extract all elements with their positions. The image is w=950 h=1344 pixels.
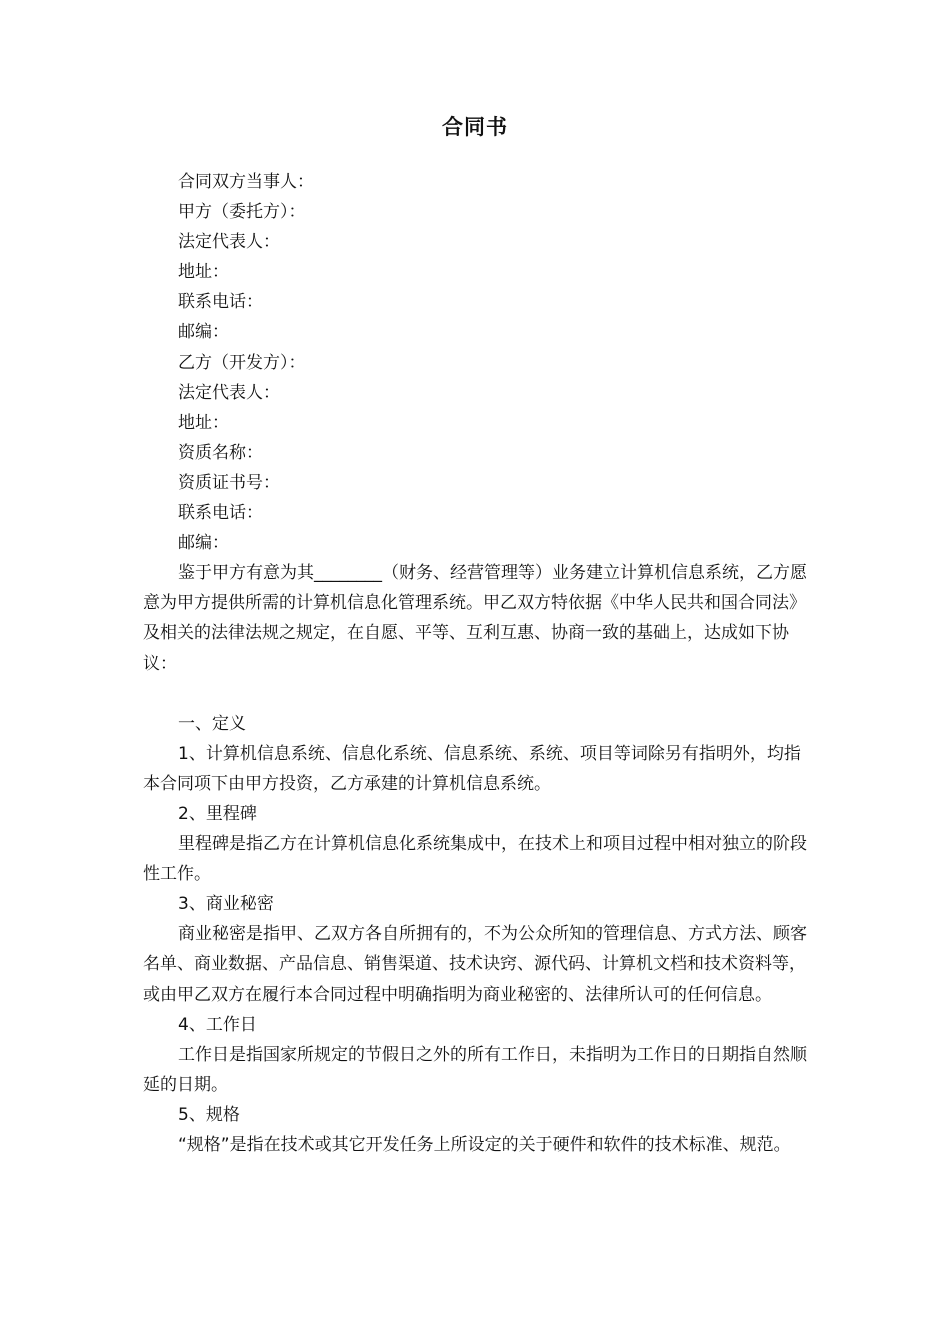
definition-item-5-body: “规格”是指在技术或其它开发任务上所设定的关于硬件和软件的技术标准、规范。 [178, 1135, 791, 1155]
party-a-label: 甲方（委托方）： [178, 202, 306, 223]
definition-item-2-body: 里程碑是指乙方在计算机信息化系统集成中，在技术上和项目过程中相对独立的阶段性工作。 [143, 834, 807, 885]
definition-item-5-heading: 5、规格 [178, 1104, 240, 1125]
party-b-postcode: 邮编： [178, 533, 229, 554]
blank-line [143, 679, 807, 709]
definition-item-3-heading: 3、商业秘密 [178, 894, 274, 915]
party-a-postcode: 邮编： [178, 322, 229, 343]
party-b-representative: 法定代表人： [178, 382, 280, 403]
party-b-qualification-name: 资质名称： [178, 442, 263, 463]
party-a-representative: 法定代表人： [178, 232, 280, 253]
preamble-paragraph: 鉴于甲方有意为其________（财务、经营管理等）业务建立计算机信息系统，乙方愿意为甲方提供所需的计算机信息化管理系统。甲乙双方特依据《中华人民共和国合同法》及相关的法律法规之规定，在自愿、平等、互利互惠、协商一致的基础上，达成如下协议： [143, 563, 807, 674]
party-b-qualification-number: 资质证书号： [178, 472, 280, 493]
party-b-address: 地址： [178, 412, 229, 433]
definition-item-3-body: 商业秘密是指甲、乙双方各自所拥有的，不为公众所知的管理信息、方式方法、顾客名单、商业数据、产品信息、销售渠道、技术诀窍、源代码、计算机文档和技术资料等，或由甲乙双方在履行本合同过程中明确指明为商业秘密的、法律所认可的任何信息。 [143, 924, 807, 1005]
party-b-label: 乙方（开发方）： [178, 352, 306, 373]
party-a-address: 地址： [178, 262, 229, 283]
definition-item-2-heading: 2、里程碑 [178, 803, 257, 824]
document-title: 合同书 [442, 115, 508, 139]
party-b-phone: 联系电话： [178, 503, 263, 524]
parties-intro: 合同双方当事人： [178, 172, 314, 192]
definition-item-1: 1、计算机信息系统、信息化系统、信息系统、系统、项目等词除另有指明外，均指本合同项下由甲方投资，乙方承建的计算机信息系统。 [143, 743, 801, 794]
party-a-phone: 联系电话： [178, 292, 263, 313]
document-body [143, 167, 807, 1160]
section-heading: 一、定义 [178, 713, 246, 734]
definition-item-4-heading: 4、工作日 [178, 1014, 257, 1035]
definition-item-4-body: 工作日是指国家所规定的节假日之外的所有工作日，未指明为工作日的日期指自然顺延的日期。 [143, 1044, 807, 1095]
